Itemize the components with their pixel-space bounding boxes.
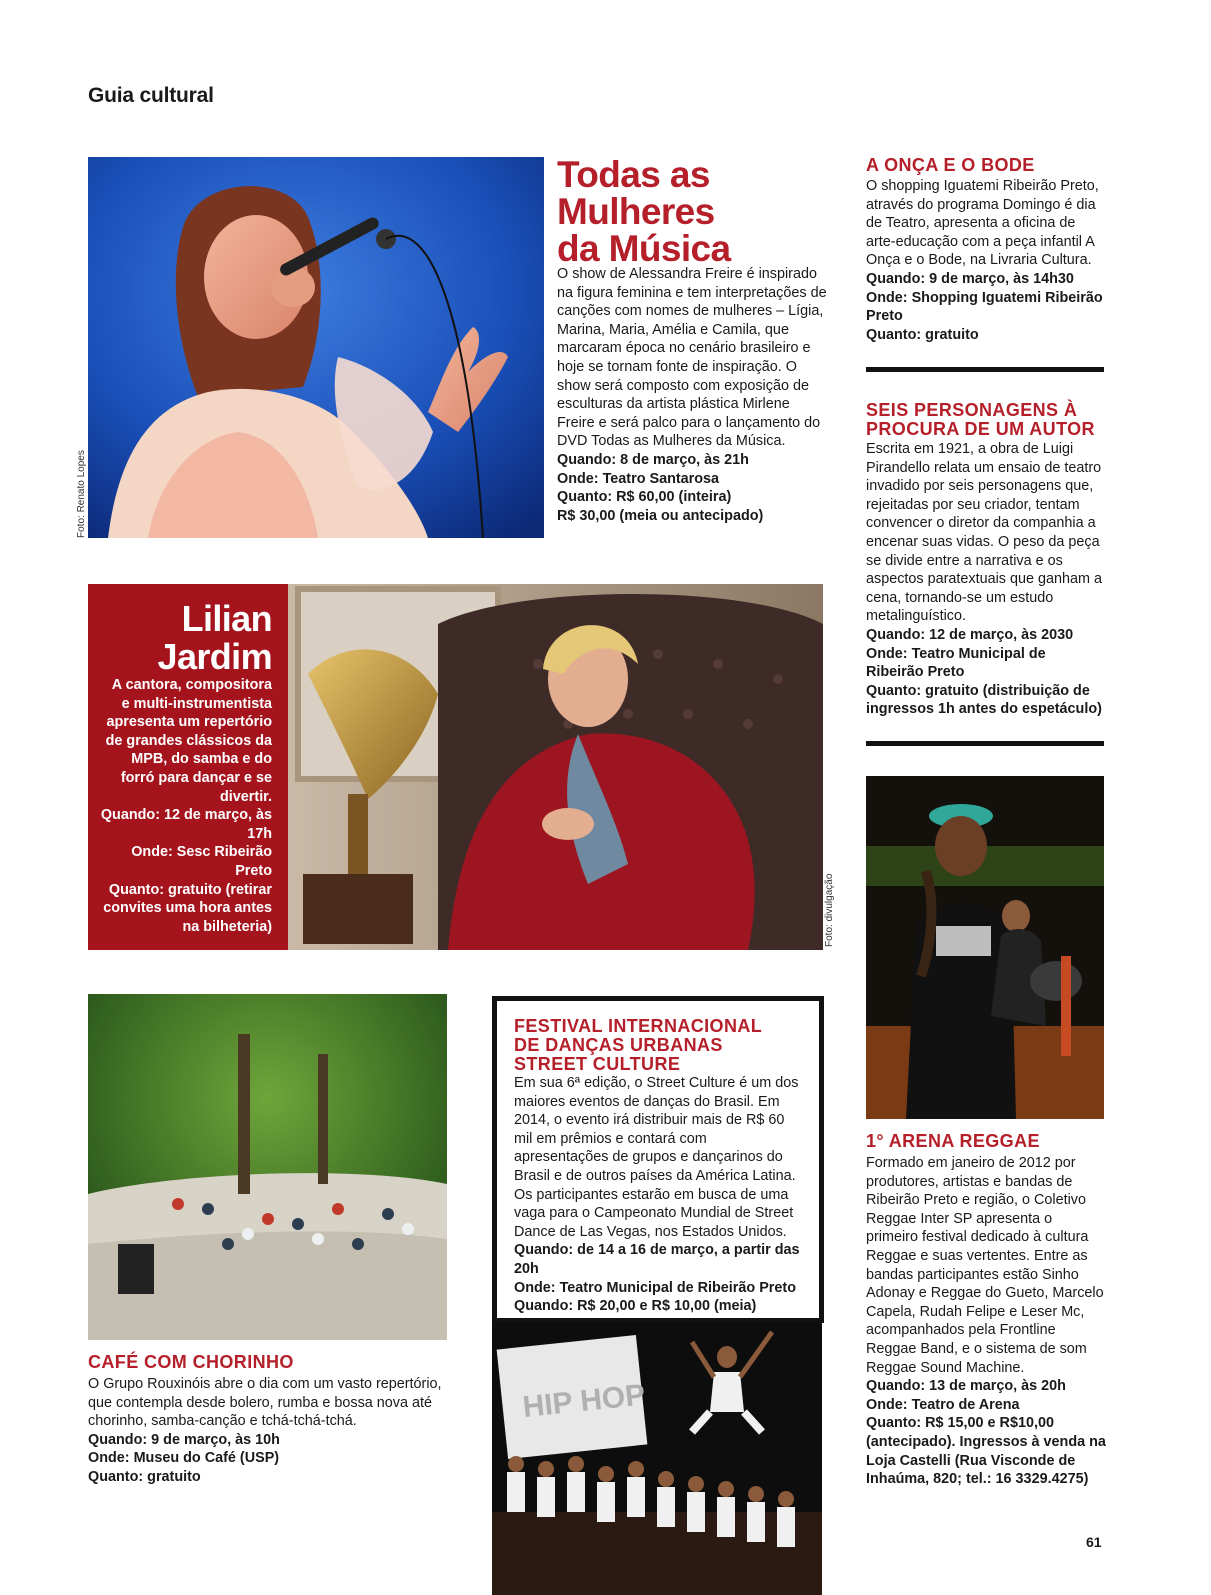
festival-article [514,1074,804,1316]
onca-body: O shopping Iguatemi Ribeirão Preto, através do programa Domingo é dia de Teatro, apresenta a oficina de arte-educação com a peça infantil A Onça e o Bode, na Livraria Cultura. [866,178,1099,269]
festival-photo [492,1322,822,1595]
lilian-photo [288,584,823,950]
arena-body: Formado em janeiro de 2012 por produtores, artistas e bandas de Ribeirão Preto e região, o Coletivo Reggae Inter SP apresenta o primeiro festival dedicado à cultura Reggae e suas vertentes. Entre as bandas participantes estão Sinho Adonay e Reggae do Gueto, Marcelo Capela, Rudah Felipe e Leser Mc, acompanhados pela Frontline Reggae Band, e o sistema de som Reggae Sound Machine. [866,1155,1104,1376]
todas-title-line-3: da Música [557,228,731,269]
lilian-photo-illustration [288,584,823,950]
festival-when: Quando: de 14 a 16 de março, a partir das 20h [514,1242,800,1277]
lilian-title-line-2: Jardim [157,636,272,677]
cafe-photo-illustration [88,994,447,1340]
todas-title-line-1: Todas as [557,154,710,195]
lilian-body: A cantora, compositora e multi-instrumentista apresenta um repertório de grandes clássicos da MPB, do samba e do forró para dançar e se divertir. [105,677,272,805]
seis-when: Quando: 12 de março, às 2030 [866,626,1074,643]
todas-price-secondary: R$ 30,00 (meia ou antecipado) [557,507,764,524]
lilian-photo-credit: Foto: divulgação [824,873,835,947]
lilian-title-line-1: Lilian [181,598,272,639]
lilian-where: Onde: Sesc Ribeirão Preto [131,844,272,879]
todas-title-line-2: Mulheres [557,191,715,232]
reggae-photo [866,776,1104,1119]
onca-where: Onde: Shopping Iguatemi Ribeirão Preto [866,289,1103,325]
divider-1 [866,367,1104,372]
festival-price: Quando: R$ 20,00 e R$ 10,00 (meia) [514,1298,757,1315]
onca-when: Quando: 9 de março, às 14h30 [866,270,1074,287]
cafe-title: CAFÉ COM CHORINHO [88,1352,294,1372]
festival-photo-illustration [492,1322,822,1595]
lilian-when: Quando: 12 de março, às 17h [100,807,272,842]
todas-when: Quando: 8 de março, às 21h [557,451,749,468]
hip-hop-banner-text: HIP HOP [521,1378,647,1425]
todas-photo-credit: Foto: Renato Lopes [76,450,87,538]
onca-price: Quanto: gratuito [866,326,979,343]
lilian-title [92,600,272,676]
divider-2 [866,741,1104,746]
singer-photo-illustration [88,157,544,538]
todas-body: O show de Alessandra Freire é inspirado na figura feminina e tem interpretações de canções com nomes de mulheres – Lígia, Marina, Maria, Amélia e Camila, que marcaram época no cenário brasileiro e hoje se tornam fonte de inspiração. O show será composto com exposição de esculturas da artista plástica Mirlene Freire e será palco para o lançamento do DVD Todas as Mulheres da Música. [557,266,827,450]
seis-body: Escrita em 1921, a obra de Luigi Pirandello relata um ensaio de teatro invadido por seis personagens que, rejeitadas por seu criador, tentam convencer o diretor da companhia a encenar suas vidas. O peso da peça se divide entre a narrativa e os aspectos paratextuais que ganham a cena, tornando-se um estudo metalinguístico. [866,441,1103,625]
onca-article [866,177,1106,344]
arena-when: Quando: 13 de março, às 20h [866,1378,1066,1395]
festival-where: Onde: Teatro Municipal de Ribeirão Preto [514,1279,796,1296]
page-number: 61 [1086,1534,1102,1550]
festival-body: Em sua 6ª edição, o Street Culture é um dos maiores eventos de danças do Brasil. Em 2014, o evento irá distribuir mais de R$ 60 mil em prêmios e contará com apresentações de grupos e dançarinos do Brasil e de outros países da América Latina. Os participantes estarão em busca de uma vaga para o Campeonato Mundial de Street Dance de Las Vegas, nos Estados Unidos. [514,1075,799,1240]
todas-article [557,265,827,525]
seis-where: Onde: Teatro Municipal de Ribeirão Preto [866,645,1046,681]
todas-title [557,156,797,267]
cafe-photo [88,994,447,1340]
onca-title: A ONÇA E O BODE [866,155,1035,175]
seis-title: SEIS PERSONAGENS À PROCURA DE UM AUTOR [866,400,1095,439]
section-label: Guia cultural [88,84,214,107]
todas-photo [88,157,544,538]
arena-where: Onde: Teatro de Arena [866,1396,1020,1413]
seis-article [866,440,1106,719]
arena-title: 1° ARENA REGGAE [866,1131,1040,1151]
reggae-photo-illustration [866,776,1104,1119]
arena-article [866,1154,1106,1489]
arena-price: Quanto: R$ 15,00 e R$10,00 (antecipado). Ingressos à venda na Loja Castelli (Rua Visconde de Inhaúma, 820; tel.: 16 3329.4275) [866,1415,1106,1488]
lilian-article [100,676,272,936]
cafe-when: Quando: 9 de março, às 10h [88,1431,280,1448]
seis-price: Quanto: gratuito (distribuição de ingressos 1h antes do espetáculo) [866,682,1102,718]
festival-title: FESTIVAL INTERNACIONAL DE DANÇAS URBANAS STREET CULTURE [514,1016,762,1074]
todas-price: Quanto: R$ 60,00 (inteira) [557,489,732,506]
cafe-where: Onde: Museu do Café (USP) [88,1450,280,1467]
cafe-price: Quanto: gratuito [88,1468,201,1485]
lilian-price: Quanto: gratuito (retirar convites uma hora antes na bilheteria) [103,881,272,935]
todas-where: Onde: Teatro Santarosa [557,470,720,487]
cafe-body: O Grupo Rouxinóis abre o dia com um vasto repertório, que contempla desde bolero, rumba e bossa nova até chorinho, samba-canção e tchá-tchá-tchá. [88,1376,442,1430]
cafe-article [88,1375,458,1487]
